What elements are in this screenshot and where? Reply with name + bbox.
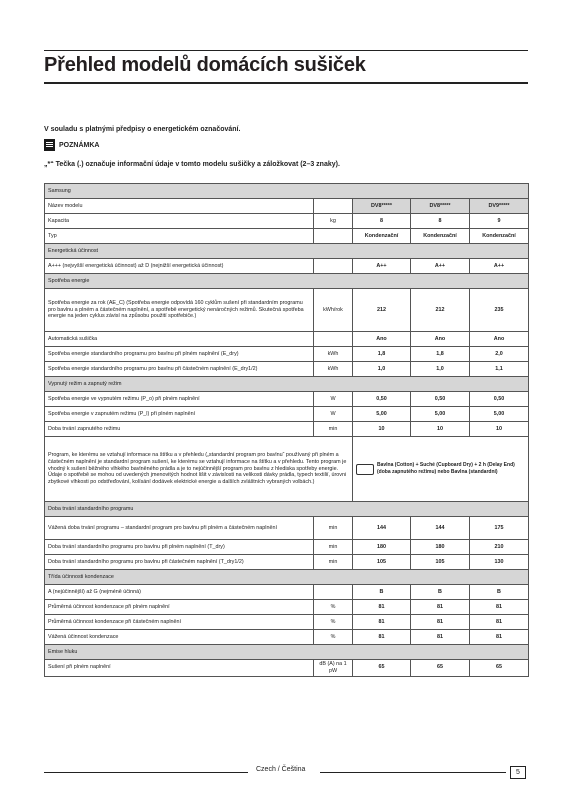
table-row: Spotřeba energie standardního programu pro bavlnu při plném naplnění (E_dry) kWh 1,8 1,8 2,0 [45,347,529,362]
program-note [356,459,525,479]
model-name: DV8***** [411,199,470,214]
table-row: Spotřeba energie ve vypnutém režimu (P_o) při plném naplnění W 0,50 0,50 0,50 [45,392,529,407]
page-title: Přehled modelů domácích sušiček [44,54,366,76]
table-row: Typ Kondenzační Kondenzační Kondenzační [45,229,529,244]
footer-language: Czech / Čeština [252,766,309,773]
table-row: Kapacita kg 8 8 9 [45,214,529,229]
program-note-text: Bavlna (Cotton) + Suché (Cupboard Dry) + 2 h (Delay End) (doba zapnutého režimu) nebo Bavlna (standardní) [377,462,515,475]
table-row: Doba trvání standardního programu pro bavlnu při částečném naplnění (T_dry1/2) min 105 105 130 [45,555,529,570]
brand-row: Samsung [45,184,529,199]
section-heading: Emise hluku [45,645,529,660]
title-rule [44,82,528,84]
section-heading: Třída účinnosti kondenzace [45,570,529,585]
table-row: Vážená účinnost kondenzace % 81 81 81 [45,630,529,645]
top-rule [44,50,528,51]
table-row: Sušení při plném naplnění dB (A) na 1 pW 65 65 65 [45,660,529,677]
table-row: Doba trvání standardního programu pro bavlnu při plném naplnění (T_dry) min 180 180 210 [45,540,529,555]
table-row: Automatická sušička Ano Ano Ano [45,332,529,347]
model-spec-table [44,183,529,677]
model-name: DV9***** [470,199,529,214]
footnote-text: „*“ Tečka (.) označuje informační údaje v tomto modelu sušičky a záložkovat (2–3 znaky). [44,161,340,168]
intro-text: V souladu s platnými předpisy o energetickém označování. [44,126,241,133]
page-number: 5 [510,766,526,779]
table-row: Doba trvání zapnutého režimu min 10 10 10 [45,422,529,437]
program-description: Program, ke kterému se vztahují informace na štítku a v přehledu („standardní program pro bavlnu“ používaný při plném a částečném naplnění je standardní program sušení, ke kterému se vztahují informace na štítku a v přehledu. Tento program je vhodný k sušení běžného vlhkého bavlněného prádla a je to nejúčinnější program pro bavlnu z hlediska spotřeby energie. Údaje o spotřebě se mohou od uvedených jmenovitých hodnot lišit v závislosti na velikosti dávky prádla, typech textilií, úrovni zbytkové vlhkosti po odstřeďování, kolísání dodávek elektrické energie a dalších zvláštních vybraných volbách.) [45,437,353,502]
note-heading [44,139,99,151]
table-row: Průměrná účinnost kondenzace při částečném naplnění % 81 81 81 [45,615,529,630]
footer-rule-right [320,772,506,773]
table-row: A (nejúčinnější) až G (nejméně účinná) B B B [45,585,529,600]
table-row: Spotřeba energie standardního programu pro bavlnu při částečném naplnění (E_dry1/2) kWh 1,0 1,0 1,1 [45,362,529,377]
table-row: Vážená doba trvání programu – standardní program pro bavlnu při plném a částečném naplnění min 144 144 175 [45,517,529,540]
section-heading: Doba trvání standardního programu [45,502,529,517]
table-row: A+++ (nejvyšší energetická účinnost) až D (nejnižší energetická účinnost) A++ A++ A++ [45,259,529,274]
table-row: Spotřeba energie v zapnutém režimu (P_l) při plném naplnění W 5,00 5,00 5,00 [45,407,529,422]
section-heading: Spotřeba energie [45,274,529,289]
program-icon [356,464,374,475]
model-row [45,199,529,214]
section-heading: Energetická účinnost [45,244,529,259]
model-label: Název modelu [45,199,314,214]
note-icon [44,139,55,151]
note-label: POZNÁMKA [59,141,100,149]
section-heading: Vypnutý režim a zapnutý režim [45,377,529,392]
table-row: Spotřeba energie za rok (AE_C) (Spotřeba energie odpovídá 160 cyklům sušení při standardním programu pro bavlnu a plném a částečném naplnění, a spotřebě energetický nenáročných režimů. Skutečná spotřeba energie na jeden cyklus závisí na způsobu použití spotřebiče.) kWh/rok 212 212 235 [45,289,529,332]
model-name: DV8***** [353,199,411,214]
table-row: Průměrná účinnost kondenzace při plném naplnění % 81 81 81 [45,600,529,615]
footer-rule-left [44,772,248,773]
program-row [45,437,529,502]
